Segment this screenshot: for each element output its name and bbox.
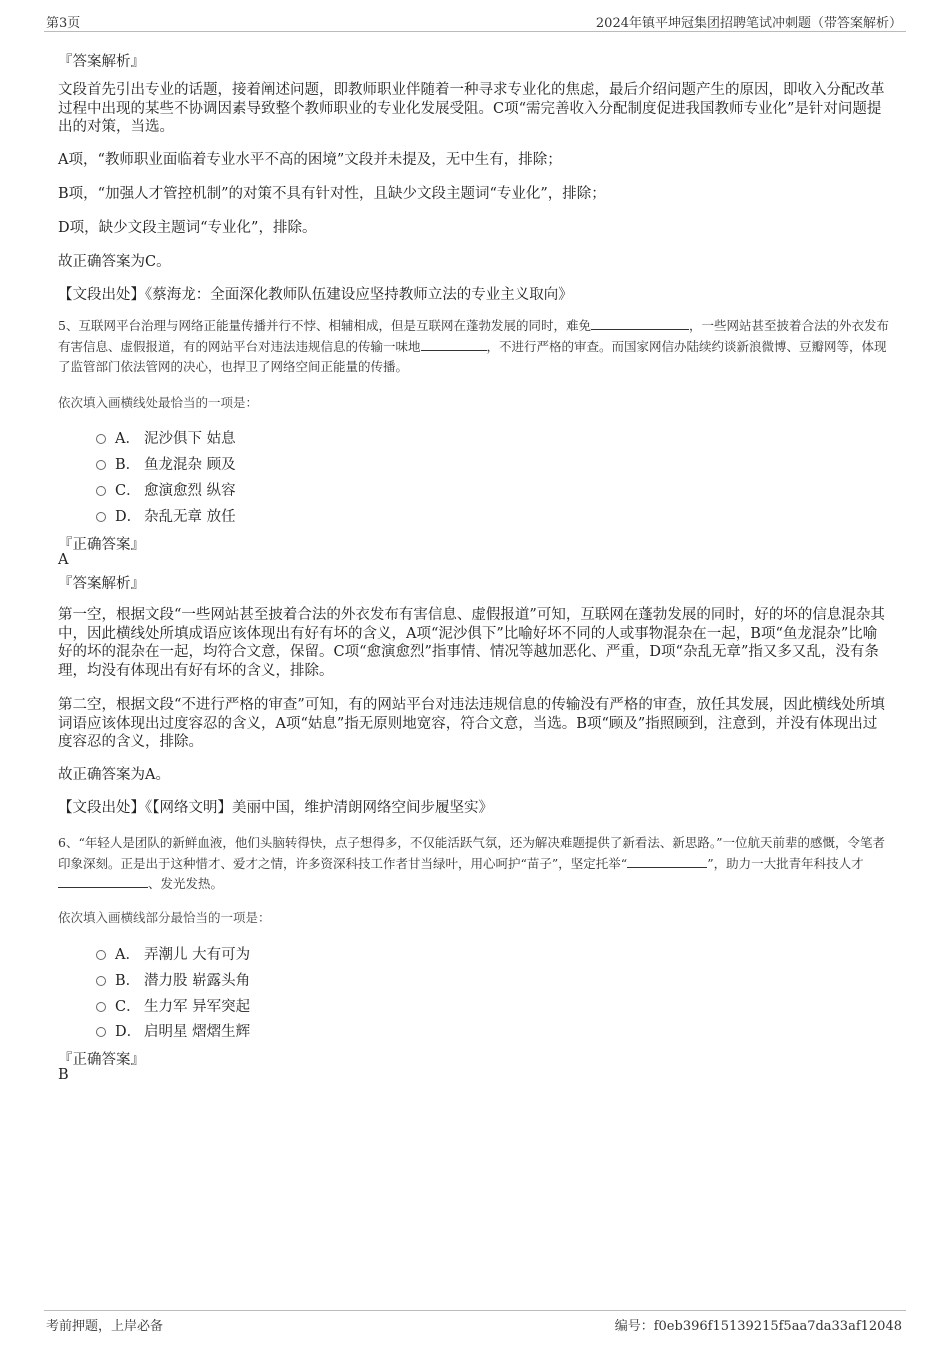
q5-analysis-paragraph-1: 第一空，根据文段“一些网站甚至披着合法的外衣发布有害信息、虚假报道”可知，互联网在蓬勃发展的同时，好的坏的信息混杂其中，因此横线处所填成语应该体现出有好有坏的含义，A项“泥沙俱下”比喻好坏不同的人或事物混杂在一起，B项“鱼龙混杂”比喻好的坏的混杂在一起，均符合文意，保留。C项“愈演愈烈”指事情、情况等越加恶化、严重，D项“杂乱无章”指又多又乱，没有条理，均没有体现出有好有坏的含义，排除。 — [58, 607, 885, 679]
q5-source: 【文段出处】《【网络文明】美丽中国，维护清朗网络空间步履坚实》 — [58, 800, 493, 816]
q5-blank-2 — [421, 338, 487, 351]
radio-icon[interactable] — [96, 1027, 106, 1037]
q4-analysis-option-d: D项，缺少文段主题词“专业化”，排除。 — [58, 220, 317, 236]
q5-answer-label: 『正确答案』 — [58, 537, 145, 553]
document-code: 编号：f0eb396f15139215f5aa7da33af12048 — [614, 1319, 902, 1334]
q4-source: 【文段出处】《蔡海龙：全面深化教师队伍建设应坚持教师立法的专业主义取向》 — [58, 287, 573, 303]
page-header — [44, 0, 906, 32]
q6-stem: 6、“年轻人是团队的新鲜血液，他们头脑转得快，点子想得多，不仅能活跃气氛，还为解决难题提供了新看法、新思路。”一位航天前辈的感慨，令笔者印象深刻。正是出于这种惜才、爱才之情，许多资深科技工作者甘当绿叶，用心呵护“苗子”，坚定托举“ ”，助力一大批青年科技人才、发光发热。 — [58, 835, 885, 891]
radio-icon[interactable] — [96, 950, 106, 960]
q4-conclusion: 故正确答案为C。 — [58, 254, 171, 270]
q4-analysis-option-b: B项，“加强人才管控机制”的对策不具有针对性，且缺少文段主题词“专业化”，排除； — [58, 186, 606, 202]
q6-answer-value: B — [58, 1067, 69, 1083]
q4-analysis-paragraph: 文段首先引出专业的话题，接着阐述问题，即教师职业伴随着一种寻求专业化的焦虑，最后介绍问题产生的原因，即收入分配改革过程中出现的某些不协调因素导致整个教师职业的专业化发展受阻。C项“需完善收入分配制度促进我国教师专业化”是针对问题提出的对策，当选。 — [58, 82, 885, 135]
q5-analysis-paragraph-2: 第二空，根据文段“不进行严格的审查”可知，有的网站平台对违法违规信息的传输没有严格的审查，放任其发展，因此横线处所填词语应该体现出过度容忍的含义，A项“姑息”指无原则地宽容，符合文意，当选。B项“顾及”指照顾到，注意到，并没有体现出过度容忍的含义，排除。 — [58, 697, 885, 750]
radio-icon[interactable] — [96, 486, 106, 496]
radio-icon[interactable] — [96, 434, 106, 444]
document-title: 2024年镇平坤冠集团招聘笔试冲刺题（带答案解析） — [595, 16, 902, 31]
q6-blank-1 — [627, 855, 707, 868]
page-number: 第3页 — [46, 16, 81, 31]
footer-slogan: 考前押题，上岸必备 — [46, 1319, 164, 1334]
q6-blank-2 — [58, 875, 148, 888]
page-footer — [44, 1310, 906, 1334]
q5-analysis-label: 『答案解析』 — [58, 576, 145, 592]
q6-answer-label: 『正确答案』 — [58, 1052, 145, 1068]
radio-icon[interactable] — [96, 976, 106, 986]
radio-icon[interactable] — [96, 512, 106, 522]
radio-icon[interactable] — [96, 1002, 106, 1012]
q5-stem: 5、互联网平台治理与网络正能量传播并行不悖、相辅相成，但是互联网在蓬勃发展的同时，难免 ，一些网站甚至披着合法的外衣发布有害信息、虚假报道，有的网站平台对违法违规信息的传输一味地 ，不进行严格的审查。而国家网信办陆续约谈新浪微博、豆瓣网等，体现了监管部门依法管网的决心，也捍卫了网络空间正能量的传播。 — [58, 318, 889, 374]
q6-prompt: 依次填入画横线部分最恰当的一项是： — [58, 910, 271, 925]
q5-blank-1 — [591, 317, 689, 330]
q4-analysis-option-a: A项，“教师职业面临着专业水平不高的困境”文段并未提及，无中生有，排除； — [58, 152, 562, 168]
q5-conclusion: 故正确答案为A。 — [58, 767, 170, 783]
radio-icon[interactable] — [96, 460, 106, 470]
q5-answer-value: A — [58, 552, 69, 568]
q4-analysis-label: 『答案解析』 — [58, 54, 145, 70]
q5-prompt: 依次填入画横线处最恰当的一项是： — [58, 395, 259, 410]
